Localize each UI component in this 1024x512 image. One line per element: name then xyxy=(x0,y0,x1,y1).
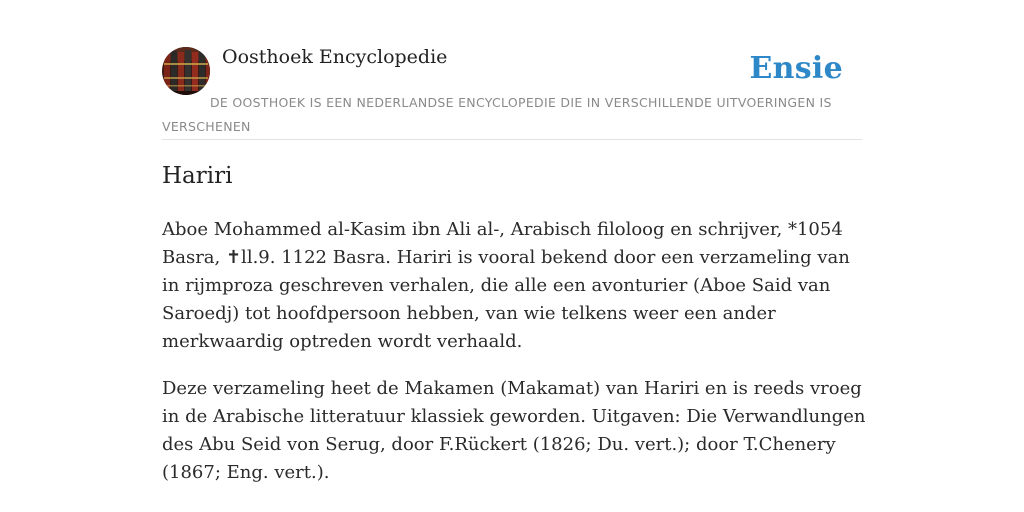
article-paragraph: Aboe Mohammed al-Kasim ibn Ali al-, Arabisch filoloog en schrijver, *1054 Basra, ✝ll.9. 1122 Basra. Hariri is vooral bekend door een verzameling van in rijmproza geschreven verhalen, die alle een avonturier (Aboe Said van Saroedj) tot hoofdpersoon hebben, van wie telkens weer een ander merkwaardig optreden wordt verhaald. xyxy=(162,219,850,352)
source-title[interactable]: Oosthoek Encyclopedie xyxy=(222,46,448,68)
article-paragraph: Deze verzameling heet de Makamen (Makamat) van Hariri en is reeds vroeg in de Arabische litteratuur klassiek geworden. Uitgaven: Die Verwandlungen des Abu Seid von Serug, door F.Rückert (1826; Du. vert.); door T.Chenery (1867; Eng. vert.). xyxy=(162,378,866,483)
article-title: Hariri xyxy=(162,163,233,189)
source-header xyxy=(162,40,862,140)
brand-logo[interactable]: Ensie xyxy=(749,51,843,86)
article-body xyxy=(162,216,866,506)
encyclopedia-books-icon[interactable] xyxy=(162,47,210,95)
source-tagline: DE OOSTHOEK IS EEN NEDERLANDSE ENCYCLOPEDIE DIE IN VERSCHILLENDE UITVOERINGEN IS VERSCHENEN xyxy=(162,95,832,134)
